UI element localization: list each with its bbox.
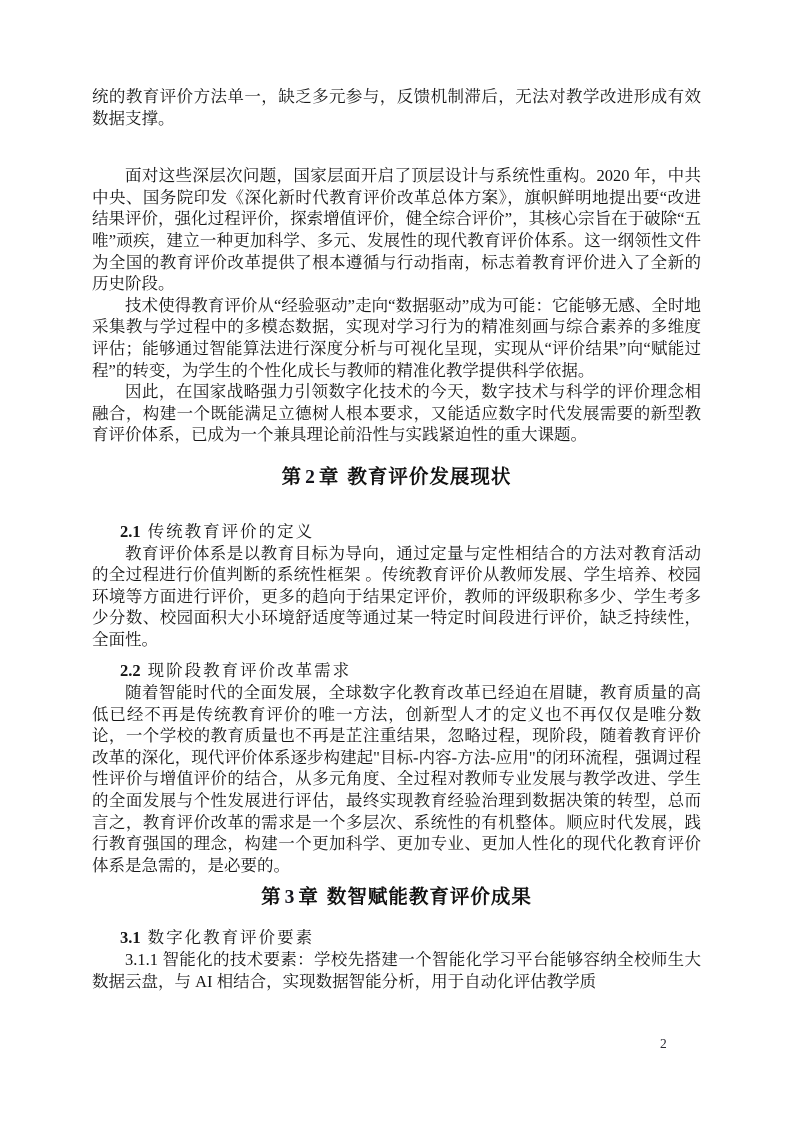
paragraph-technology: 技术使得教育评价从“经验驱动”走向“数据驱动”成为可能：它能够无感、全时地采集教与学过程中的多模态数据，实现对学习行为的精准刻画与综合素养的多维度评估；能够通过智能算法进行深度分析与可视化呈现，实现从“评价结果”向“赋能过程”的转变，为学生的个性化成长与教师的精准化教学提供科学依据。 (92, 295, 701, 380)
chapter-3-number: 3 (284, 887, 296, 909)
section-2-1-heading (120, 521, 701, 543)
page-content (92, 86, 701, 992)
paragraph-conclusion: 因此，在国家战略强力引领数字化技术的今天，数字技术与科学的评价理念相融合，构建一个既能满足立德树人根本要求，又能适应数字时代发展需要的新型教育评价体系，已成为一个兼具理论前沿性与实践紧迫性的重大课题。 (92, 382, 701, 445)
page-number: 2 (660, 1036, 667, 1051)
chapter-2-heading (92, 464, 701, 491)
section-3-1-number: 3.1 (120, 928, 141, 948)
paragraph-continuation: 统的教育评价方法单一，缺乏多元参与，反馈机制滞后，无法对教学改进形成有效数据支撑。 (92, 87, 701, 128)
paragraph-section-2-2: 随着智能时代的全面发展，全球数字化教育改革已经迫在眉睫，教育质量的高低已经不再是传统教育评价的唯一方法，创新型人才的定义也不再仅仅是唯分数论，一个学校的教育质量也不再是芷注重结果，忽略过程，现阶段，随着教育评价改革的深化，现代评价体系逐步构建起"目标-内容-方法-应用"的闭环流程，强调过程性评价与增值评价的结合，从多元角度、全过程对教师专业发展与教学改进、学生的全面发展与个性发展进行评估，最终实现教育经验治理到数据决策的转型，总而言之，教育评价改革的需求是一个多层次、系统性的有机整体。顺应时代发展，践行教育强国的理念，构建一个更加科学、更加专业、更加人性化的现代化教育评价体系是急需的，是必要的。 (92, 683, 701, 875)
section-2-2-number: 2.2 (120, 661, 141, 681)
chapter-3-unit: 章 (298, 887, 319, 909)
section-2-2-title: 现阶段教育评价改革需求 (147, 661, 352, 681)
chapter-2-title: 教育评价发展现状 (347, 466, 512, 488)
chapter-3-title: 数智赋能教育评价成果 (326, 887, 532, 909)
chapter-2-number: 2 (305, 466, 316, 488)
paragraph-national-reform: 面对这些深层次问题，国家层面开启了顶层设计与系统性重构。2020 年，中共中央、国务院印发《深化新时代教育评价改革总体方案》，旗帜鲜明地提出要“改进结果评价，强化过程评价，探索增值评价，健全综合评价”，其核心宗旨在于破除“五唯”顽疾，建立一种更加科学、多元、发展性的现代教育评价体系。这一纲领性文件为全国的教育评价改革提供了根本遵循与行动指南，标志着教育评价进入了全新的历史阶段。 (92, 166, 701, 294)
chapter-2-unit: 章 (318, 466, 340, 488)
section-2-1-title: 传统教育评价的定义 (147, 521, 315, 541)
section-3-1-title: 数字化教育评价要素 (147, 928, 315, 948)
section-2-2-heading (120, 660, 701, 682)
section-2-1-number: 2.1 (120, 521, 141, 541)
paragraph-section-2-1: 教育评价体系是以教育目标为导向，通过定量与定性相结合的方法对教育活动的全过程进行价值判断的系统性框架 。传统教育评价从教师发展、学生培养、校园环境等方面进行评价，更多的趋向于结果定评价，教师的评级职称多少、学生考多少分数、校园面积大小环境舒适度等通过某一特定时间段进行评价，缺乏持续性，全面性。 (92, 543, 701, 649)
chapter-3-heading (92, 884, 701, 911)
paragraph-section-3-1-1: 3.1.1 智能化的技术要素：学校先搭建一个智能化学习平台能够容纳全校师生大数据云盘，与 AI 相结合，实现数据智能分析，用于自动化评估教学质 (92, 950, 701, 991)
chapter-2-prefix: 第 (281, 466, 303, 488)
chapter-3-prefix: 第 (261, 887, 282, 909)
section-3-1-heading (120, 927, 701, 949)
